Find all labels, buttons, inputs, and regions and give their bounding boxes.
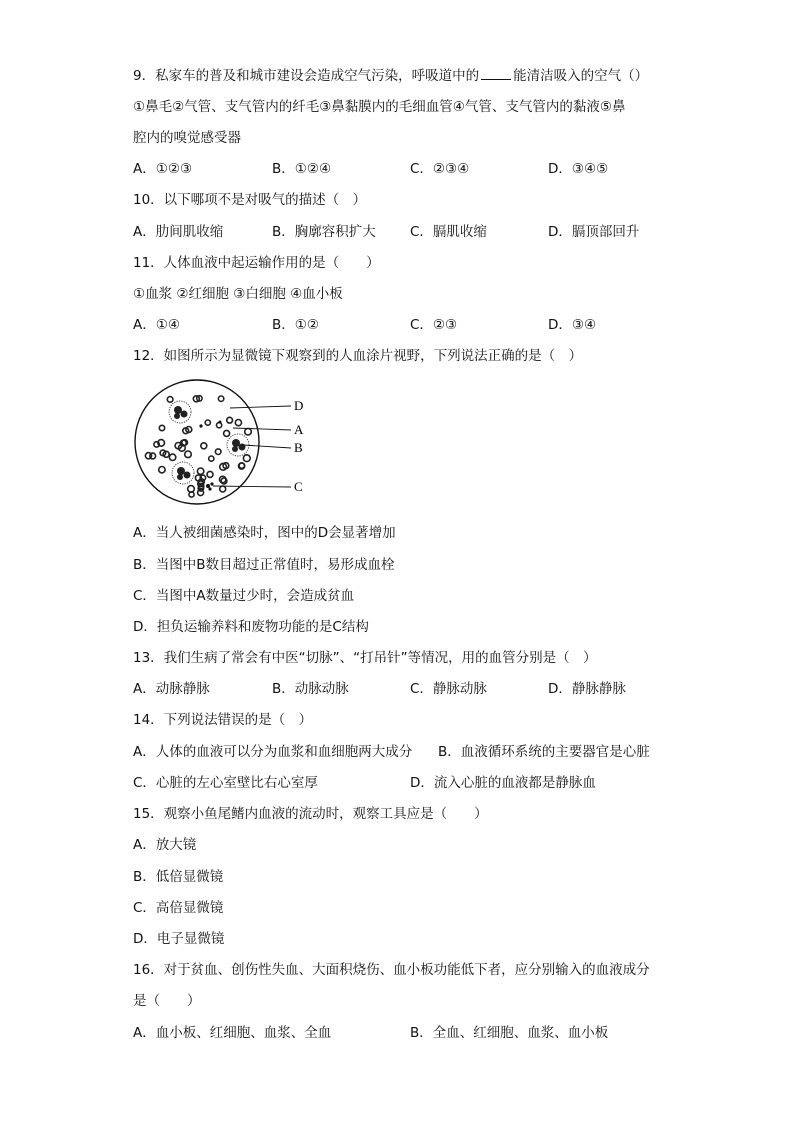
q9-answer-blank[interactable] [481,67,511,80]
q15-option-c[interactable]: C．高倍显微镜 [133,900,224,916]
red-blood-cell [239,463,244,468]
blood-smear-figure [133,378,323,506]
q14-option-a[interactable]: A．人体的血液可以分为血浆和血细胞两大成分 [133,744,413,760]
red-blood-cell [215,449,221,455]
q9-stem-part-a: 9．私家车的普及和城市建设会造成空气污染，呼吸道中的 [133,68,480,84]
q12-option-a[interactable]: A．当人被细菌感染时，图中的D会显著增加 [133,525,396,541]
q9-option-c[interactable]: C．②③④ [410,161,470,177]
q10-stem: 10．以下哪项不是对吸气的描述（ ） [133,192,367,208]
q14-stem: 14．下列说法错误的是（ ） [133,712,313,728]
red-blood-cell [245,428,252,435]
figure-label-c: C [294,479,303,494]
q11-option-d[interactable]: D．③④ [548,317,597,333]
q10-option-c[interactable]: C．膈肌收缩 [410,224,487,240]
red-blood-cell [243,455,250,462]
white-blood-cell-1 [169,401,191,423]
q16-stem-line-1: 16．对于贫血、创伤性失血、大面积烧伤、血小板功能低下者，应分别输入的血液成分 [133,962,650,978]
q10-option-a[interactable]: A．肋间肌收缩 [133,224,224,240]
q12-stem: 12．如图所示为显微镜下观察到的人血涂片视野，下列说法正确的是（ ） [133,348,583,364]
q16-stem-line-2: 是（ ） [133,993,201,1009]
q9-option-b[interactable]: B．①②④ [272,161,332,177]
figure-label-d: D [294,398,304,413]
red-blood-cell [189,492,194,497]
q14-option-c[interactable]: C．心脏的左心室壁比右心室厚 [133,775,318,791]
q11-stem: 11．人体血液中起运输作用的是（ ） [133,255,380,271]
q10-option-b[interactable]: B．胸廓容积扩大 [272,224,376,240]
q9-stem [133,67,648,85]
q12-option-d[interactable]: D．担负运输养料和废物功能的是C结构 [133,619,369,635]
red-blood-cell [220,476,226,482]
q15-option-d[interactable]: D．电子显微镜 [133,931,225,947]
red-blood-cell [197,468,203,474]
q13-stem: 13．我们生病了常会有中医“切脉”、“打吊针”等情况，用的血管分别是（ ） [133,650,597,666]
red-blood-cell [150,453,156,459]
q12-option-b[interactable]: B．当图中B数目超过正常值时，易形成血栓 [133,557,395,573]
red-blood-cell [159,467,165,473]
red-blood-cell [185,451,192,458]
q12-option-c[interactable]: C．当图中A数量过少时，会造成贫血 [133,588,355,604]
red-blood-cell [205,420,210,425]
red-blood-cell [207,471,213,477]
red-blood-cell [218,396,223,401]
q13-option-d[interactable]: D．静脉静脉 [548,681,626,697]
q9-option-a[interactable]: A．①②③ [133,161,193,177]
figure-label-a: A [294,422,304,437]
q13-option-a[interactable]: A．动脉静脉 [133,681,210,697]
label-leader-lines [213,406,291,487]
red-blood-cell [224,430,230,436]
q16-option-a[interactable]: A．血小板、红细胞、血浆、全血 [133,1025,332,1041]
red-blood-cell [167,397,173,403]
red-blood-cell [217,423,222,428]
q9-option-d[interactable]: D．③④⑤ [548,161,609,177]
q9-items-line-2: 腔内的嗅觉感受器 [133,130,241,146]
red-blood-cell [220,486,226,492]
q15-stem: 15．观察小鱼尾鳍内血液的流动时，观察工具应是（ ） [133,806,488,822]
q11-option-c[interactable]: C．②③ [410,317,458,333]
red-blood-cell [201,443,207,449]
red-blood-cell [235,420,241,426]
q14-option-d[interactable]: D．流入心脏的血液都是静脉血 [410,775,596,791]
q9-stem-part-b: 能清洁吸入的空气（） [513,68,649,84]
red-blood-cell [169,454,175,460]
q13-option-c[interactable]: C．静脉动脉 [410,681,487,697]
white-blood-cell-3 [172,462,194,484]
q11-items: ①血浆 ②红细胞 ③白细胞 ④血小板 [133,286,343,302]
red-blood-cell [159,425,164,430]
q11-option-a[interactable]: A．①④ [133,317,180,333]
red-blood-cell [209,456,214,461]
q10-option-d[interactable]: D．膈顶部回升 [548,224,640,240]
q9-items-line-1: ①鼻毛②气管、支气管内的纤毛③鼻黏膜内的毛细血管④气管、支气管内的黏液⑤鼻 [133,99,626,115]
q14-option-b[interactable]: B．血液循环系统的主要器官是心脏 [438,744,650,760]
q15-option-a[interactable]: A．放大镜 [133,837,197,853]
q16-option-b[interactable]: B．全血、红细胞、血浆、血小板 [410,1025,609,1041]
figure-label-b: B [294,440,303,455]
q15-option-b[interactable]: B．低倍显微镜 [133,869,224,885]
q11-option-b[interactable]: B．①② [272,317,319,333]
q13-option-b[interactable]: B．动脉动脉 [272,681,349,697]
red-blood-cell [227,417,233,423]
